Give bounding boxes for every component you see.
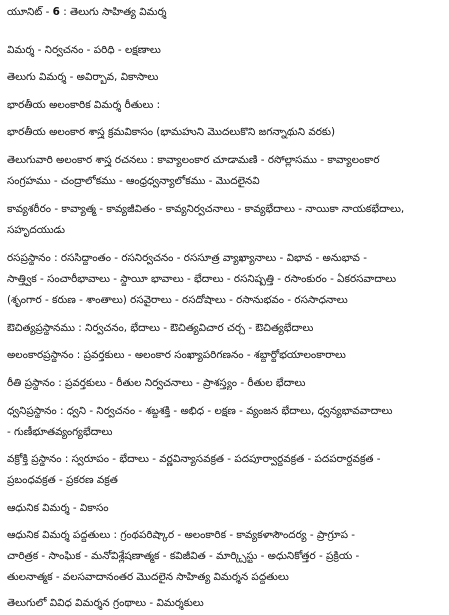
unit-title xyxy=(7,6,445,19)
syllabus-line: వక్రోక్తి ప్రస్థానం : స్వరూపం - భేదాలు - వర్ణవిన్యాసవక్రత - పదపూర్వార్ధవక్రత - పదపరార్ధవక్రత - xyxy=(7,453,381,465)
syllabus-line: (శృంగార - కరుణ - శాంతాలు) రసవైరాలు - రసదోషాలు - రసానుభవం - రససాధనాలు xyxy=(7,294,348,306)
syllabus-line: తెలుగులో వివిధ విమర్శన గ్రంథాలు - విమర్శకులు xyxy=(7,597,204,609)
syllabus-line: కావ్యశరీరం - కావ్యాత్మ - కావ్యజీవితం - కావ్యనిర్వచనాలు - కావ్యభేదాలు - నాయికా నాయకభేదాలు, xyxy=(7,203,405,215)
syllabus-line: భారతీయ అలంకార శాస్త్ర క్రమవికాసం (భామహుని మొదలుకొని జగన్నాథుని వరకు) xyxy=(7,126,336,138)
unit-number: 6 xyxy=(52,6,60,18)
syllabus-line: ఆధునిక విమర్శ పద్ధతులు : గ్రంథపరిష్కార - అలంకారిక - కావ్యకళాసౌందర్య - ప్రాగ్రూప - xyxy=(7,529,356,541)
syllabus-line: ధ్వనిప్రస్థానం : ధ్వని - నిర్వచనం - శబ్దశక్తి - అభిధ - లక్షణ - వ్యంజన భేదాలు, ధ్వన్యభావవాదాలు xyxy=(7,405,393,417)
unit-title-suffix: : తెలుగు సాహిత్య విమర్శ xyxy=(59,6,167,18)
syllabus-line: చారిత్రక - సాంఘిక - మనోవిశ్లేషణాత్మక - కవిజీవిత - మార్క్సిస్టు - అధునికోత్తర - ప్రక్రియ - xyxy=(7,550,360,562)
syllabus-line: తులనాత్మక - వలసవాదానంతర మొదలైన సాహిత్య విమర్శన పద్ధతులు xyxy=(7,571,289,583)
syllabus-line: - గుణీభూతవ్యంగ్యభేదాలు xyxy=(7,426,113,438)
syllabus-line: విమర్శ - నిర్వచనం - పరిధి - లక్షణాలు xyxy=(7,44,161,56)
syllabus-line: తెలుగువారి అలంకార శాస్త్ర రచనలు : కావ్యాలంకార చూడామణి - రసోల్లాసము - కావ్యాలంకార xyxy=(7,154,380,166)
unit-title-prefix: యూనిట్ - xyxy=(7,6,53,18)
syllabus-line: రసప్రస్థానం : రససిద్ధాంతం - రసనిర్వచనం - రససూత్ర వ్యాఖ్యానాలు - విభావ - అనుభావ - xyxy=(7,252,367,264)
syllabus-line: ఆధునిక విమర్శ - వికాసం xyxy=(7,502,109,514)
syllabus-line: సహృదయుడు xyxy=(7,224,65,236)
syllabus-line: సాత్త్విక - సంచారీభావాలు - స్థాయీ భావాలు - భేదాలు - రసనిష్పత్తి - రసాంకురం - ఏకరసవాదాలు xyxy=(7,273,397,285)
syllabus-line: ప్రబంధవక్రత - ప్రకరణ వక్రత xyxy=(7,474,118,486)
syllabus-line: సంగ్రహము - చంద్రాలోకము - ఆంధ్రధ్వన్యాలోకము - మొదలైనవి xyxy=(7,175,260,187)
syllabus-line: ఔచిత్యప్రస్థానము : నిర్వచనం, భేదాలు - ఔచిత్యవిచార చర్చ - ఔచిత్యభేదాలు xyxy=(7,322,314,334)
syllabus-line: భారతీయ అలంకారిక విమర్శ రీతులు : xyxy=(7,99,161,111)
syllabus-line: రీతి ప్రస్థానం : ప్రవర్తకులు - రీతుల నిర్వచనాలు - ప్రాశస్త్యం - రీతుల భేదాలు xyxy=(7,377,306,389)
syllabus-line: అలంకారప్రస్థానం : ప్రవర్తకులు - అలంకార సంఖ్యాపరిగణనం - శబ్దార్థోభయాలంకారాలు xyxy=(7,349,346,361)
syllabus-line: తెలుగు విమర్శ - అవిర్భావ, వికాసాలు xyxy=(7,71,159,83)
